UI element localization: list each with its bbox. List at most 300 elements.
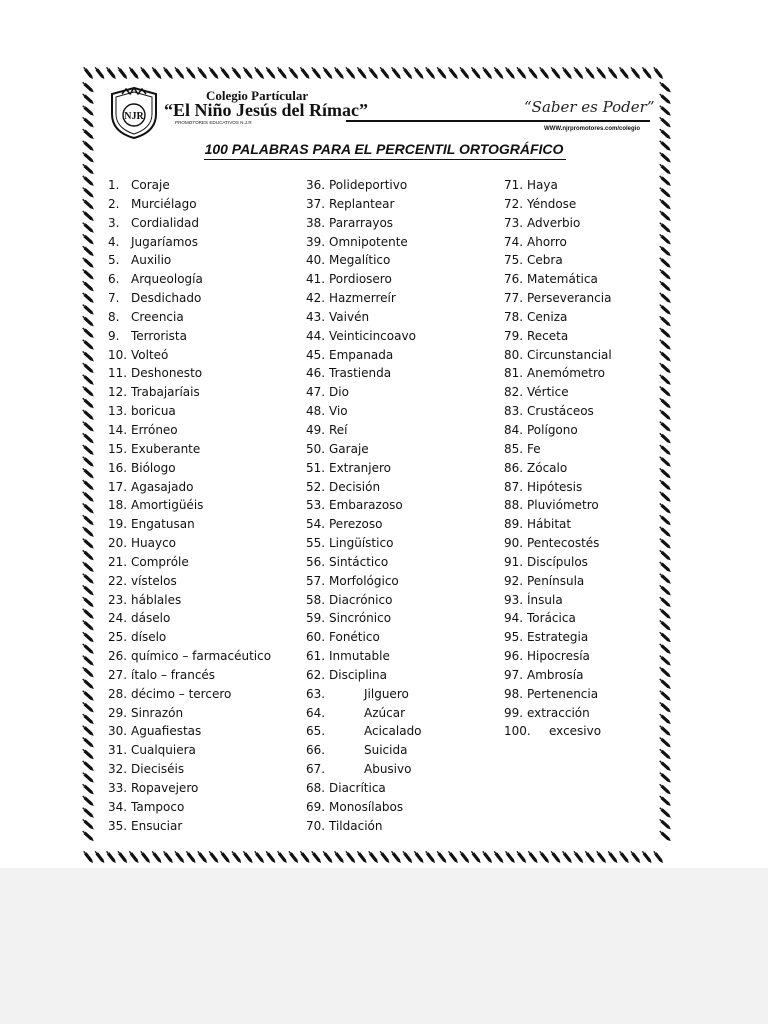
word-item — [504, 251, 704, 270]
border-pen-mark — [659, 760, 672, 772]
word-number: 57. — [306, 573, 326, 588]
word-text: Ambrosía — [527, 667, 584, 682]
word-number: 45. — [306, 347, 326, 362]
word-number: 97. — [504, 667, 524, 682]
border-pen-mark — [83, 850, 95, 864]
word-item — [108, 666, 308, 685]
border-pen-mark — [356, 850, 368, 864]
border-pen-mark — [311, 850, 323, 864]
word-text: Amortigüéis — [131, 498, 204, 513]
border-pen-mark — [82, 654, 95, 666]
word-text: excesivo — [549, 724, 602, 739]
word-text: Replantear — [329, 196, 395, 211]
word-item — [504, 478, 704, 497]
word-item — [504, 515, 704, 534]
border-pen-mark — [82, 830, 95, 842]
border-pen-mark — [82, 339, 95, 351]
word-text: Biólogo — [131, 460, 176, 475]
word-text: Cordialidad — [131, 215, 200, 230]
word-number: 20. — [108, 536, 128, 551]
border-pen-mark — [447, 66, 459, 80]
word-number: 69. — [306, 799, 326, 814]
word-item — [108, 496, 308, 515]
word-number: 54. — [306, 517, 326, 532]
border-pen-mark — [402, 850, 414, 864]
border-pen-mark — [219, 850, 231, 864]
word-text: Abusivo — [364, 762, 412, 777]
border-pen-mark — [333, 66, 345, 80]
border-pen-mark — [197, 66, 209, 80]
word-item — [504, 289, 704, 308]
border-pen-mark — [413, 850, 425, 864]
border-pen-mark — [82, 783, 95, 795]
word-item — [108, 685, 308, 704]
word-text: Creencia — [131, 309, 184, 324]
word-number: 13. — [108, 404, 128, 419]
border-pen-mark — [459, 66, 471, 80]
word-number: 52. — [306, 479, 326, 494]
border-pen-mark — [659, 771, 672, 783]
border-pen-mark — [659, 830, 672, 842]
border-pen-mark — [504, 66, 516, 80]
border-pen-mark — [356, 66, 368, 80]
border-pen-mark — [659, 128, 672, 140]
border-pen-mark — [436, 850, 448, 864]
word-item — [504, 270, 704, 289]
border-pen-mark — [618, 66, 630, 80]
border-pen-mark — [82, 222, 95, 234]
border-pen-mark — [276, 850, 288, 864]
word-item — [108, 647, 308, 666]
border-pen-mark — [105, 850, 117, 864]
border-pen-mark — [254, 850, 266, 864]
word-item — [504, 722, 704, 741]
word-number: 49. — [306, 422, 326, 437]
border-pen-mark — [140, 66, 152, 80]
word-text: Inmutable — [329, 649, 390, 664]
word-number: 67. — [306, 762, 326, 777]
word-number: 21. — [108, 554, 128, 569]
school-header — [104, 86, 655, 142]
border-pen-mark — [82, 561, 95, 573]
border-pen-mark — [94, 850, 106, 864]
word-text: Sinrazón — [131, 705, 184, 720]
border-pen-mark — [659, 93, 672, 105]
border-pen-mark — [82, 643, 95, 655]
word-number: 50. — [306, 441, 326, 456]
border-pen-mark — [151, 66, 163, 80]
border-pen-mark — [288, 850, 300, 864]
border-pen-mark — [618, 850, 630, 864]
word-text: Vértice — [527, 385, 569, 400]
word-number: 64. — [306, 705, 326, 720]
word-text: Extranjero — [329, 460, 392, 475]
word-item — [108, 270, 308, 289]
border-pen-mark — [299, 850, 311, 864]
border-pen-mark — [82, 397, 95, 409]
border-pen-mark — [493, 66, 505, 80]
border-pen-mark — [659, 807, 672, 819]
border-pen-mark — [82, 596, 95, 608]
word-item — [504, 496, 704, 515]
border-pen-mark — [117, 850, 129, 864]
word-item — [108, 572, 308, 591]
word-number: 87. — [504, 479, 524, 494]
border-pen-mark — [82, 81, 95, 93]
word-number: 10. — [108, 347, 128, 362]
word-number: 73. — [504, 215, 524, 230]
word-number: 29. — [108, 705, 128, 720]
word-item — [504, 534, 704, 553]
word-item — [108, 553, 308, 572]
border-pen-mark — [82, 771, 95, 783]
border-pen-mark — [82, 186, 95, 198]
word-item — [504, 647, 704, 666]
word-number: 78. — [504, 309, 524, 324]
border-pen-mark — [659, 748, 672, 760]
border-pen-mark — [482, 66, 494, 80]
word-number: 2. — [108, 196, 120, 211]
word-text: Hipocresía — [527, 649, 590, 664]
word-item — [306, 251, 506, 270]
border-pen-mark — [82, 549, 95, 561]
border-pen-mark — [470, 850, 482, 864]
border-pen-mark — [82, 818, 95, 830]
word-number: 84. — [504, 422, 524, 437]
school-crest-icon — [108, 86, 160, 140]
word-text: Desdichado — [131, 291, 202, 306]
word-text: extracción — [527, 705, 590, 720]
word-item — [306, 478, 506, 497]
document-title: 100 PALABRAS PARA EL PERCENTIL ORTOGRÁFICO — [204, 141, 564, 157]
border-pen-mark — [208, 66, 220, 80]
word-number: 62. — [306, 667, 326, 682]
word-item — [108, 459, 308, 478]
border-pen-mark — [516, 66, 528, 80]
word-text: Fe — [527, 441, 541, 456]
word-number: 24. — [108, 611, 128, 626]
border-pen-mark — [82, 444, 95, 456]
word-column-2 — [306, 176, 506, 836]
word-number: 76. — [504, 272, 524, 287]
border-pen-mark — [345, 850, 357, 864]
word-text: Jilguero — [364, 686, 409, 701]
word-item — [306, 459, 506, 478]
word-number: 22. — [108, 573, 128, 588]
word-item — [108, 308, 308, 327]
word-number: 44. — [306, 328, 326, 343]
word-number: 47. — [306, 385, 326, 400]
border-pen-mark — [82, 409, 95, 421]
word-item — [306, 817, 506, 836]
word-item — [306, 779, 506, 798]
word-text: Perezoso — [329, 517, 383, 532]
word-number: 46. — [306, 366, 326, 381]
border-pen-mark — [573, 66, 585, 80]
word-text: Ropavejero — [131, 781, 199, 795]
word-number: 90. — [504, 536, 524, 551]
word-item — [306, 609, 506, 628]
website-link[interactable]: WWW.njrpromotores.com/colegio — [544, 126, 641, 132]
border-pen-mark — [459, 850, 471, 864]
border-pen-mark — [82, 280, 95, 292]
word-item — [306, 722, 506, 741]
word-number: 15. — [108, 441, 128, 456]
border-pen-mark — [82, 666, 95, 678]
word-text: Trabajaríais — [131, 385, 200, 400]
word-number: 59. — [306, 611, 326, 626]
word-number: 36. — [306, 178, 326, 192]
border-pen-mark — [390, 66, 402, 80]
word-number: 53. — [306, 498, 326, 513]
border-pen-mark — [82, 257, 95, 269]
border-pen-mark — [231, 850, 243, 864]
word-column-1 — [108, 176, 308, 836]
border-pen-mark — [82, 736, 95, 748]
word-text: Cebra — [527, 253, 563, 268]
word-item — [306, 553, 506, 572]
word-item — [306, 704, 506, 723]
title-underline — [204, 159, 566, 160]
word-number: 4. — [108, 234, 120, 249]
word-text: Pluviómetro — [527, 498, 599, 513]
word-text: químico – farmacéutico — [131, 649, 272, 664]
word-item — [306, 346, 506, 365]
border-pen-mark — [311, 66, 323, 80]
word-item — [306, 741, 506, 760]
header-divider — [346, 120, 650, 122]
word-number: 18. — [108, 498, 128, 513]
word-text: Sintáctico — [329, 554, 389, 569]
word-text: Megalítico — [329, 253, 391, 268]
word-number: 72. — [504, 196, 524, 211]
border-pen-mark — [162, 850, 174, 864]
word-item — [108, 195, 308, 214]
word-number: 55. — [306, 536, 326, 551]
crest-letters: NJR — [124, 111, 144, 122]
word-item — [306, 666, 506, 685]
word-number: 34. — [108, 799, 128, 814]
border-pen-mark — [82, 303, 95, 315]
word-item — [504, 308, 704, 327]
border-pen-mark — [596, 66, 608, 80]
word-number: 75. — [504, 253, 524, 268]
word-text: Hábitat — [527, 517, 572, 532]
word-text: Decisión — [329, 479, 381, 494]
word-text: Ahorro — [527, 234, 567, 249]
border-pen-mark — [82, 374, 95, 386]
word-text: Dio — [329, 385, 349, 400]
word-number: 66. — [306, 743, 326, 758]
word-number: 70. — [306, 818, 326, 833]
border-pen-mark — [425, 850, 437, 864]
border-pen-mark — [82, 619, 95, 631]
word-text: décimo – tercero — [131, 686, 232, 701]
border-pen-mark — [527, 850, 539, 864]
border-pen-mark — [436, 66, 448, 80]
word-item — [504, 346, 704, 365]
word-item — [108, 779, 308, 798]
word-number: 3. — [108, 215, 120, 230]
word-number: 60. — [306, 630, 326, 645]
word-item — [504, 609, 704, 628]
word-text: dáselo — [131, 611, 171, 626]
word-item — [306, 685, 506, 704]
word-item — [108, 609, 308, 628]
word-text: Dieciséis — [131, 762, 185, 777]
word-item — [306, 647, 506, 666]
word-item — [504, 402, 704, 421]
word-item — [108, 440, 308, 459]
word-number: 86. — [504, 460, 524, 475]
word-item — [504, 704, 704, 723]
word-text: Exuberante — [131, 441, 201, 456]
school-motto: “Saber es Poder” — [524, 98, 655, 116]
word-text: Sincrónico — [329, 611, 392, 626]
word-text: Anemómetro — [527, 366, 606, 381]
word-text: Monosílabos — [329, 799, 404, 814]
border-pen-mark — [82, 713, 95, 725]
word-text: ítalo – francés — [131, 667, 216, 682]
word-item — [504, 553, 704, 572]
word-item — [108, 478, 308, 497]
word-text: Pentecostés — [527, 536, 600, 551]
word-number: 19. — [108, 517, 128, 532]
border-pen-mark — [82, 385, 95, 397]
word-item — [306, 364, 506, 383]
border-pen-mark — [82, 678, 95, 690]
border-pen-mark — [584, 850, 596, 864]
word-number: 71. — [504, 178, 524, 192]
word-number: 6. — [108, 272, 120, 287]
word-item — [504, 327, 704, 346]
border-pen-mark — [607, 850, 619, 864]
border-pen-mark — [128, 66, 140, 80]
word-item — [306, 628, 506, 647]
border-pen-mark — [174, 850, 186, 864]
border-pen-mark — [641, 850, 653, 864]
word-number: 40. — [306, 253, 326, 268]
border-pen-mark — [470, 66, 482, 80]
word-text: Embarazoso — [329, 498, 403, 513]
word-item — [504, 214, 704, 233]
border-pen-mark — [208, 850, 220, 864]
word-text: Murciélago — [131, 196, 197, 211]
word-number: 61. — [306, 649, 326, 664]
border-pen-mark — [82, 584, 95, 596]
border-pen-mark — [82, 163, 95, 175]
word-text: Adverbio — [527, 215, 581, 230]
word-text: Receta — [527, 328, 569, 343]
word-item — [108, 741, 308, 760]
border-pen-mark — [82, 537, 95, 549]
word-number: 41. — [306, 272, 326, 287]
word-number: 31. — [108, 743, 128, 758]
word-item — [306, 515, 506, 534]
border-pen-mark — [82, 128, 95, 140]
word-item — [504, 591, 704, 610]
word-item — [108, 176, 308, 195]
word-item — [504, 459, 704, 478]
word-number: 9. — [108, 328, 120, 343]
border-pen-mark — [573, 850, 585, 864]
word-item — [504, 421, 704, 440]
border-pen-mark — [607, 66, 619, 80]
word-text: Huayco — [131, 536, 177, 551]
word-number: 14. — [108, 422, 128, 437]
word-number: 77. — [504, 291, 524, 306]
word-text: vístelos — [131, 573, 177, 588]
word-text: Estrategia — [527, 630, 589, 645]
border-pen-mark — [242, 850, 254, 864]
border-pen-mark — [630, 850, 642, 864]
school-name: “El Niño Jesús del Rímac” — [164, 100, 369, 120]
word-text: Cualquiera — [131, 743, 196, 758]
word-number: 35. — [108, 818, 128, 833]
word-item — [108, 760, 308, 779]
word-number: 88. — [504, 498, 524, 513]
word-item — [306, 289, 506, 308]
border-pen-mark — [402, 66, 414, 80]
border-pen-mark — [288, 66, 300, 80]
word-number: 8. — [108, 309, 120, 324]
word-text: Trastienda — [329, 366, 392, 381]
word-number: 51. — [306, 460, 326, 475]
border-pen-mark — [539, 850, 551, 864]
word-number: 48. — [306, 404, 326, 419]
word-text: Engatusan — [131, 517, 195, 532]
word-number: 74. — [504, 234, 524, 249]
word-number: 42. — [306, 291, 326, 306]
word-text: háblales — [131, 592, 182, 607]
word-text: boricua — [131, 404, 176, 419]
word-number: 83. — [504, 404, 524, 419]
word-number: 96. — [504, 649, 524, 664]
border-pen-mark — [82, 456, 95, 468]
border-pen-mark — [659, 163, 672, 175]
border-pen-mark — [82, 573, 95, 585]
word-text: Tildación — [329, 818, 383, 833]
word-text: Circunstancial — [527, 347, 612, 362]
word-number: 92. — [504, 573, 524, 588]
word-text: Perseverancia — [527, 291, 612, 306]
word-text: Pordiosero — [329, 272, 392, 287]
border-pen-mark — [561, 66, 573, 80]
word-item — [108, 289, 308, 308]
word-number: 27. — [108, 667, 128, 682]
border-pen-mark — [561, 850, 573, 864]
word-text: Discípulos — [527, 554, 588, 569]
word-number: 16. — [108, 460, 128, 475]
border-pen-mark — [82, 479, 95, 491]
word-text: Vio — [329, 404, 348, 419]
word-text: Torácica — [527, 611, 576, 626]
word-text: Azúcar — [364, 705, 405, 720]
word-number: 91. — [504, 554, 524, 569]
word-text: Vaivén — [329, 309, 370, 324]
word-item — [306, 798, 506, 817]
word-item — [306, 440, 506, 459]
word-number: 93. — [504, 592, 524, 607]
border-pen-mark — [550, 850, 562, 864]
word-number: 79. — [504, 328, 524, 343]
word-item — [306, 233, 506, 252]
border-pen-mark — [82, 175, 95, 187]
word-item — [306, 214, 506, 233]
word-item — [108, 421, 308, 440]
word-text: Pararrayos — [329, 215, 394, 230]
word-number: 65. — [306, 724, 326, 739]
